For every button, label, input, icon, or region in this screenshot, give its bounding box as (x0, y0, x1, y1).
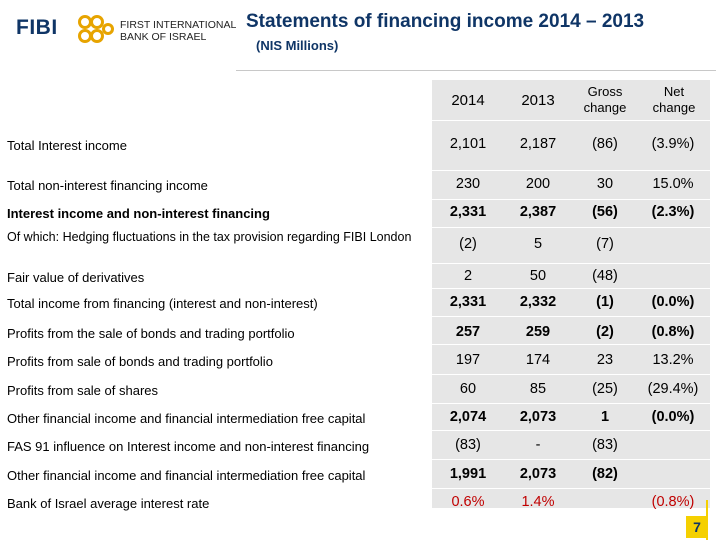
value-net: (0.8%) (651, 494, 695, 510)
row-label: FAS 91 influence on Interest income and non-interest financing (7, 439, 370, 454)
row-label: Fair value of derivatives (7, 270, 145, 285)
value-2014: 0.6% (451, 494, 485, 510)
row-label: Interest income and non-interest financing (7, 206, 270, 221)
value-gross: (7) (596, 236, 614, 252)
column-header-net-change (638, 80, 710, 120)
net-line1: Net (663, 84, 685, 99)
value-net: (0.8%) (651, 324, 695, 340)
value-2014: 2,074 (449, 409, 487, 425)
value-net: (29.4%) (647, 381, 699, 397)
value-net: (0.0%) (651, 294, 695, 310)
row-label: Other financial income and financial intermediation free capital (7, 411, 366, 426)
row-separator (0, 227, 710, 228)
value-gross: (86) (592, 136, 618, 152)
bank-name-line2: BANK OF ISRAEL (120, 31, 207, 43)
value-gross: (2) (596, 324, 614, 340)
row-separator (0, 459, 710, 460)
value-2014: 2,331 (449, 294, 487, 310)
value-2013: 259 (525, 324, 551, 340)
value-gross: 30 (596, 176, 614, 192)
row-label: Of which: Hedging fluctuations in the tax provision regarding FIBI London (7, 230, 412, 244)
gross-line1: Gross (587, 84, 623, 99)
value-2014: 2 (463, 268, 473, 284)
header-divider (236, 70, 716, 71)
row-label: Other financial income and financial intermediation free capital (7, 468, 366, 483)
bank-name (120, 19, 236, 43)
value-2013: 2,387 (519, 204, 557, 220)
value-2013: 85 (529, 381, 547, 397)
row-separator (0, 374, 710, 375)
row-label: Profits from sale of shares (7, 383, 158, 398)
value-2013: 1.4% (521, 494, 555, 510)
value-2013: - (535, 437, 541, 453)
value-2014: 2,101 (449, 136, 487, 152)
column-header-gross-change (572, 80, 638, 120)
value-2014: 60 (459, 381, 477, 397)
value-2014: 1,991 (449, 466, 487, 482)
row-separator (0, 263, 710, 264)
row-label: Profits from sale of bonds and trading portfolio (7, 354, 273, 369)
value-2014: (2) (459, 236, 477, 252)
value-net: 13.2% (652, 352, 694, 368)
slide-header (0, 0, 720, 70)
row-separator (0, 199, 710, 200)
value-2013: 2,332 (519, 294, 557, 310)
bank-name-line1: FIRST INTERNATIONAL (120, 19, 237, 31)
value-gross: (83) (592, 437, 618, 453)
bank-logo-icon (76, 12, 114, 48)
value-2014: 197 (455, 352, 481, 368)
fibi-logo: FIBI (16, 16, 58, 39)
value-2013: 50 (529, 268, 547, 284)
value-2013: 2,187 (519, 136, 557, 152)
page-subtitle: (NIS Millions) (256, 38, 339, 53)
row-label: Total non-interest financing income (7, 178, 208, 193)
gross-line2: change (583, 100, 627, 115)
value-2013: 200 (525, 176, 551, 192)
row-label: Total income from financing (interest and non-interest) (7, 296, 318, 311)
row-separator (0, 288, 710, 289)
header-separator (0, 120, 710, 121)
row-separator (0, 170, 710, 171)
row-label: Total Interest income (7, 138, 127, 153)
value-gross: (82) (592, 466, 618, 482)
value-net: (3.9%) (651, 136, 695, 152)
value-gross: (48) (592, 268, 618, 284)
value-2014: (83) (455, 437, 481, 453)
value-2014: 257 (455, 324, 481, 340)
value-gross: (1) (596, 294, 614, 310)
value-net: (2.3%) (651, 204, 695, 220)
value-gross: 1 (600, 409, 610, 425)
row-separator (0, 344, 710, 345)
value-2014: 230 (455, 176, 481, 192)
value-gross: (56) (592, 204, 618, 220)
page-title: Statements of financing income 2014 – 2013 (246, 11, 645, 32)
row-separator (0, 403, 710, 404)
row-separator (0, 316, 710, 317)
value-2013: 2,073 (519, 466, 557, 482)
column-header-2014: 2014 (451, 91, 485, 109)
value-gross: (25) (592, 381, 618, 397)
row-label: Profits from the sale of bonds and trading portfolio (7, 326, 295, 341)
value-net: (0.0%) (651, 409, 695, 425)
value-2013: 174 (525, 352, 551, 368)
value-2014: 2,331 (449, 204, 487, 220)
page-number: 7 (686, 516, 708, 538)
value-2013: 5 (533, 236, 543, 252)
value-2013: 2,073 (519, 409, 557, 425)
net-line2: change (652, 100, 696, 115)
row-separator (0, 488, 710, 489)
value-net: 15.0% (652, 176, 694, 192)
row-separator (0, 430, 710, 431)
column-header-2013: 2013 (521, 91, 555, 109)
row-label: Bank of Israel average interest rate (7, 496, 210, 511)
value-gross: 23 (596, 352, 614, 368)
